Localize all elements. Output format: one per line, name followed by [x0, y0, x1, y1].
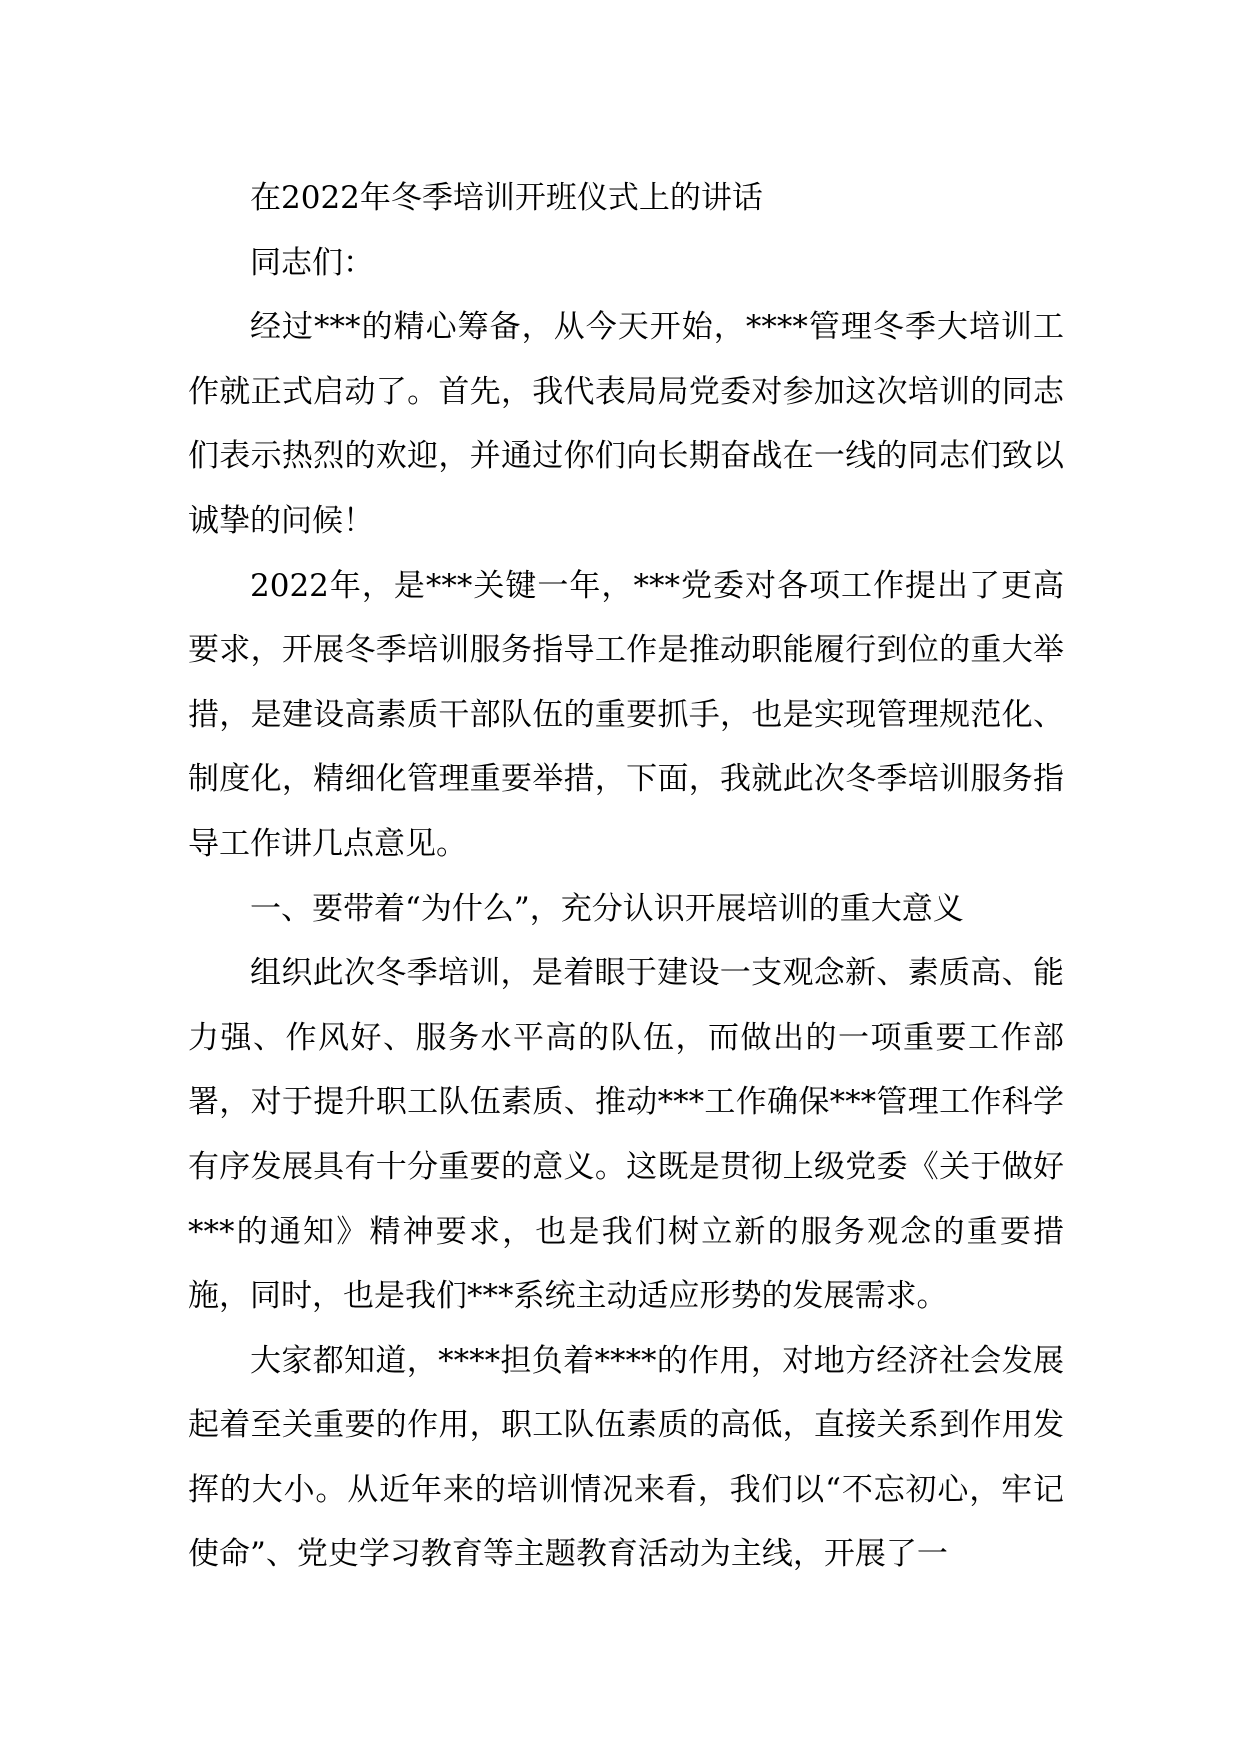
- paragraph-opening: 经过***的精心筹备，从今天开始，****管理冬季大培训工作就正式启动了。首先，我代表局局党委对参加这次培训的同志们表示热烈的欢迎，并通过你们向长期奋战在一线的同志们致以诚挚的问候！: [188, 309, 1064, 539]
- paragraph-2022-overview: 2022年，是***关键一年，***党委对各项工作提出了更高要求，开展冬季培训服务指导工作是推动职能履行到位的重大举措，是建设高素质干部队伍的重要抓手，也是实现管理规范化、制度化，精细化管理重要举措，下面，我就此次冬季培训服务指导工作讲几点意见。: [188, 567, 1064, 862]
- section-heading-1: 一、要带着“为什么”，充分认识开展培训的重大意义: [250, 890, 964, 927]
- paragraph-background: 大家都知道，****担负着****的作用，对地方经济社会发展起着至关重要的作用，职工队伍素质的高低，直接关系到作用发挥的大小。从近年来的培训情况来看，我们以“不忘初心，牢记使命”、党史学习教育等主题教育活动为主线，开展了一: [188, 1342, 1064, 1573]
- document-body: [188, 166, 1064, 1587]
- salutation: 同志们：: [250, 244, 374, 281]
- speech-title: 在2022年冬季培训开班仪式上的讲话: [250, 180, 763, 216]
- paragraph-significance: 组织此次冬季培训，是着眼于建设一支观念新、素质高、能力强、作风好、服务水平高的队伍，而做出的一项重要工作部署，对于提升职工队伍素质、推动***工作确保***管理工作科学有序发展具有十分重要的意义。这既是贯彻上级党委《关于做好***的通知》精神要求，也是我们树立新的服务观念的重要措施，同时，也是我们***系统主动适应形势的发展需求。: [188, 955, 1064, 1315]
